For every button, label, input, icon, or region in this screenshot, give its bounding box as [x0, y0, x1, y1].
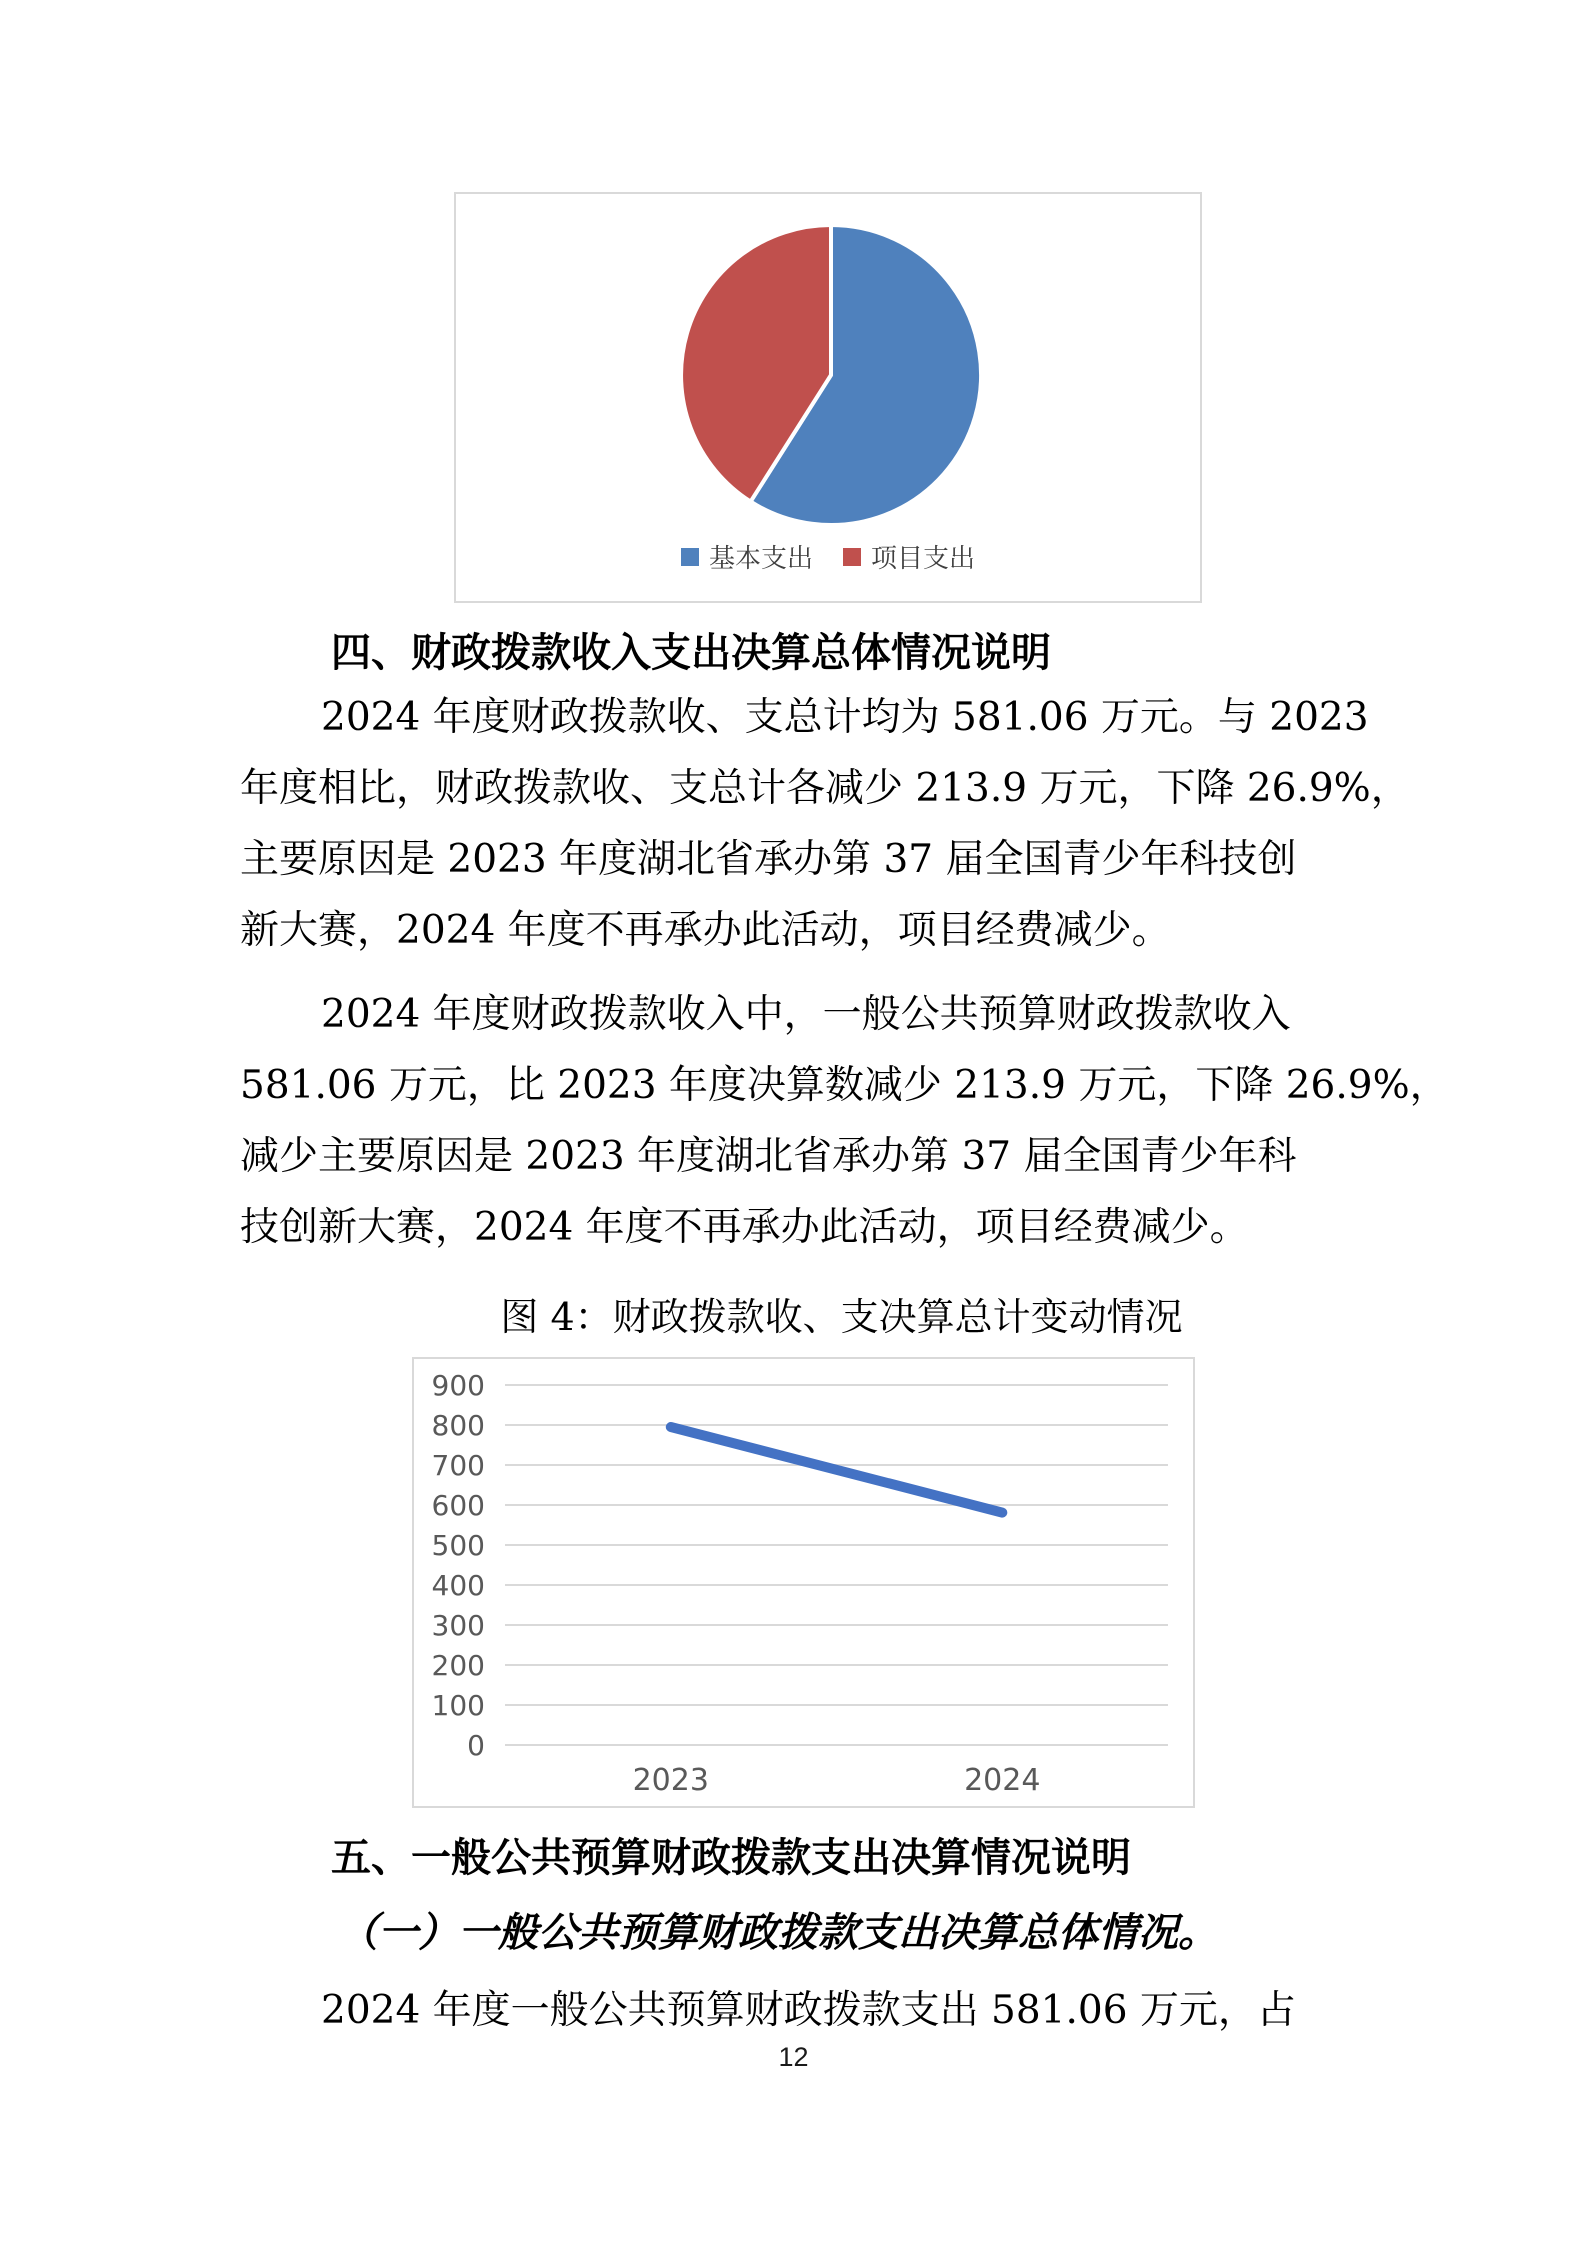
line-chart-figure: [412, 1357, 1195, 1808]
svg-text:800: 800: [431, 1409, 485, 1442]
section5-subheading: （一）一般公共预算财政拨款支出决算总体情况。: [338, 1909, 1218, 1956]
paragraph-line: 主要原因是 2023 年度湖北省承办第 37 届全国青少年科技创: [240, 837, 1297, 882]
section5-paragraph: [240, 1982, 1370, 2040]
pie-chart-figure: [454, 192, 1202, 603]
paragraph-line: 581.06 万元，比 2023 年度决算数减少 213.9 万元，下降 26.9%，: [240, 1063, 1449, 1108]
svg-text:600: 600: [431, 1489, 485, 1522]
legend-item-basic-expense: [681, 538, 813, 575]
legend-swatch-blue-icon: [681, 548, 699, 566]
page-number: 12: [778, 2042, 809, 2072]
section4-paragraph2: [240, 979, 1449, 1263]
paragraph-line: 2024 年度财政拨款收、支总计均为 581.06 万元。与 2023: [321, 695, 1369, 740]
paragraph-line: 减少主要原因是 2023 年度湖北省承办第 37 届全国青少年科: [240, 1134, 1297, 1179]
svg-text:200: 200: [431, 1649, 485, 1682]
svg-text:100: 100: [431, 1689, 485, 1722]
paragraph-line: 2024 年度财政拨款收入中，一般公共预算财政拨款收入: [321, 992, 1291, 1037]
pie-chart: [456, 194, 1200, 534]
section5-heading: 五、一般公共预算财政拨款支出决算情况说明: [331, 1835, 1131, 1881]
pie-legend: [456, 538, 1200, 575]
paragraph-line: 2024 年度一般公共预算财政拨款支出 581.06 万元，占: [321, 1988, 1296, 2033]
svg-text:2023: 2023: [632, 1763, 709, 1798]
line-chart: [414, 1359, 1193, 1806]
section4-paragraph1: [240, 682, 1410, 966]
legend-item-project-expense: [843, 538, 975, 575]
figure4-caption: 图 4：财政拨款收、支决算总计变动情况: [500, 1295, 1183, 1339]
paragraph-line: 新大赛，2024 年度不再承办此活动，项目经费减少。: [240, 908, 1171, 953]
svg-text:0: 0: [467, 1729, 485, 1762]
section4-heading: 四、财政拨款收入支出决算总体情况说明: [331, 630, 1051, 676]
paragraph-line: 技创新大赛，2024 年度不再承办此活动，项目经费减少。: [240, 1205, 1249, 1250]
svg-text:900: 900: [431, 1369, 485, 1402]
legend-swatch-red-icon: [843, 548, 861, 566]
svg-text:300: 300: [431, 1609, 485, 1642]
svg-text:400: 400: [431, 1569, 485, 1602]
legend-label-project-expense: 项目支出: [871, 544, 976, 574]
svg-text:500: 500: [431, 1529, 485, 1562]
legend-label-basic-expense: 基本支出: [708, 544, 813, 574]
svg-text:2024: 2024: [964, 1763, 1041, 1798]
paragraph-line: 年度相比，财政拨款收、支总计各减少 213.9 万元，下降 26.9%，: [240, 766, 1410, 811]
svg-text:700: 700: [431, 1449, 485, 1482]
